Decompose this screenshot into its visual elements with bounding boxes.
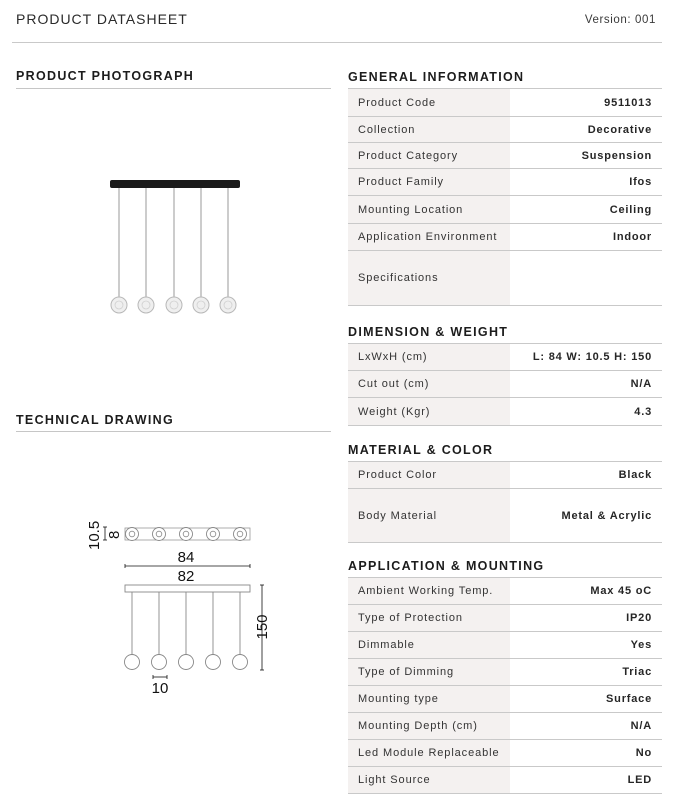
table-row: [348, 740, 662, 767]
row-value: Indoor: [612, 231, 652, 243]
row-label: Product Category: [348, 143, 510, 168]
row-label: Specifications: [348, 251, 510, 305]
row-label: Weight (Kgr): [348, 398, 510, 425]
application-mounting-table: [348, 577, 662, 794]
row-value: Decorative: [587, 123, 652, 136]
row-value: Max 45 oC: [590, 585, 652, 597]
table-row: [348, 169, 662, 196]
row-label: Application Environment: [348, 224, 510, 250]
table-row: [348, 605, 662, 632]
row-value: Ceiling: [609, 203, 652, 216]
width-outer-label: 84: [177, 549, 195, 566]
row-label: Product Family: [348, 169, 510, 195]
table-row: [348, 462, 662, 489]
front-view-globes: [125, 655, 248, 670]
application-mounting-title: APPLICATION & MOUNTING: [348, 559, 545, 573]
row-label: Type of Protection: [348, 605, 510, 631]
material-color-title: MATERIAL & COLOR: [348, 443, 494, 457]
table-row: [348, 713, 662, 740]
dimension-weight-title: DIMENSION & WEIGHT: [348, 325, 509, 339]
table-row: [348, 224, 662, 251]
suspension-cables: [119, 188, 228, 297]
material-color-table: [348, 461, 662, 543]
row-value: N/A: [630, 720, 652, 732]
row-label: Mounting type: [348, 686, 510, 712]
photo-section-divider: [16, 88, 331, 89]
row-value: 4.3: [634, 405, 652, 418]
row-label: Mounting Location: [348, 196, 510, 223]
table-row: [348, 578, 662, 605]
table-row: [348, 196, 662, 224]
table-row: [348, 767, 662, 794]
row-value: 9511013: [604, 96, 652, 109]
row-value: No: [635, 747, 652, 759]
table-row: [348, 686, 662, 713]
table-row: [348, 371, 662, 398]
row-label: Mounting Depth (cm): [348, 713, 510, 739]
header-divider: [12, 42, 662, 43]
row-value: Yes: [630, 639, 652, 651]
row-label: Product Color: [348, 462, 510, 488]
row-value: Ifos: [629, 176, 652, 188]
table-row: [348, 89, 662, 117]
row-value: Triac: [622, 666, 652, 678]
table-row: [348, 489, 662, 543]
globe-diameter-label: 10: [151, 680, 169, 697]
table-row: [348, 344, 662, 371]
table-row: [348, 398, 662, 426]
row-label: Light Source: [348, 767, 510, 793]
product-photograph-title: PRODUCT PHOTOGRAPH: [16, 69, 195, 83]
row-label: LxWxH (cm): [348, 344, 510, 370]
table-row: [348, 251, 662, 306]
row-value: LED: [627, 774, 652, 786]
depth-inner-label: 8: [106, 530, 123, 539]
top-view-globes: [126, 528, 247, 541]
width-inner-label: 82: [177, 568, 195, 585]
crystal-globes: [111, 297, 236, 313]
front-view-canopy: [125, 585, 250, 592]
product-photo: [100, 175, 250, 320]
row-label: Led Module Replaceable: [348, 740, 510, 766]
general-information-table: [348, 88, 662, 306]
ceiling-canopy: [110, 180, 240, 188]
height-label: 150: [254, 614, 271, 640]
table-row: [348, 659, 662, 686]
row-label: Cut out (cm): [348, 371, 510, 397]
row-label: Collection: [348, 117, 510, 142]
row-label: Product Code: [348, 89, 510, 116]
row-value: Metal & Acrylic: [561, 509, 652, 522]
table-row: [348, 143, 662, 169]
drawing-section-divider: [16, 431, 331, 432]
technical-drawing: [80, 505, 290, 700]
technical-drawing-title: TECHNICAL DRAWING: [16, 413, 174, 427]
table-row: [348, 632, 662, 659]
row-value: N/A: [630, 378, 652, 390]
depth-outer-label: 10.5: [86, 520, 103, 550]
row-value: Black: [618, 469, 652, 481]
row-value: Surface: [606, 693, 652, 705]
row-label: Body Material: [348, 489, 510, 542]
row-label: Dimmable: [348, 632, 510, 658]
row-label: Type of Dimming: [348, 659, 510, 685]
general-information-title: GENERAL INFORMATION: [348, 70, 525, 84]
row-value: L: 84 W: 10.5 H: 150: [532, 351, 652, 363]
row-value: IP20: [626, 612, 652, 624]
dimension-weight-table: [348, 343, 662, 426]
row-value: Suspension: [581, 149, 652, 162]
version-label: Version: 001: [584, 14, 656, 26]
table-row: [348, 117, 662, 143]
document-title: PRODUCT DATASHEET: [16, 11, 188, 27]
row-label: Ambient Working Temp.: [348, 578, 510, 604]
row-value: [510, 251, 662, 305]
